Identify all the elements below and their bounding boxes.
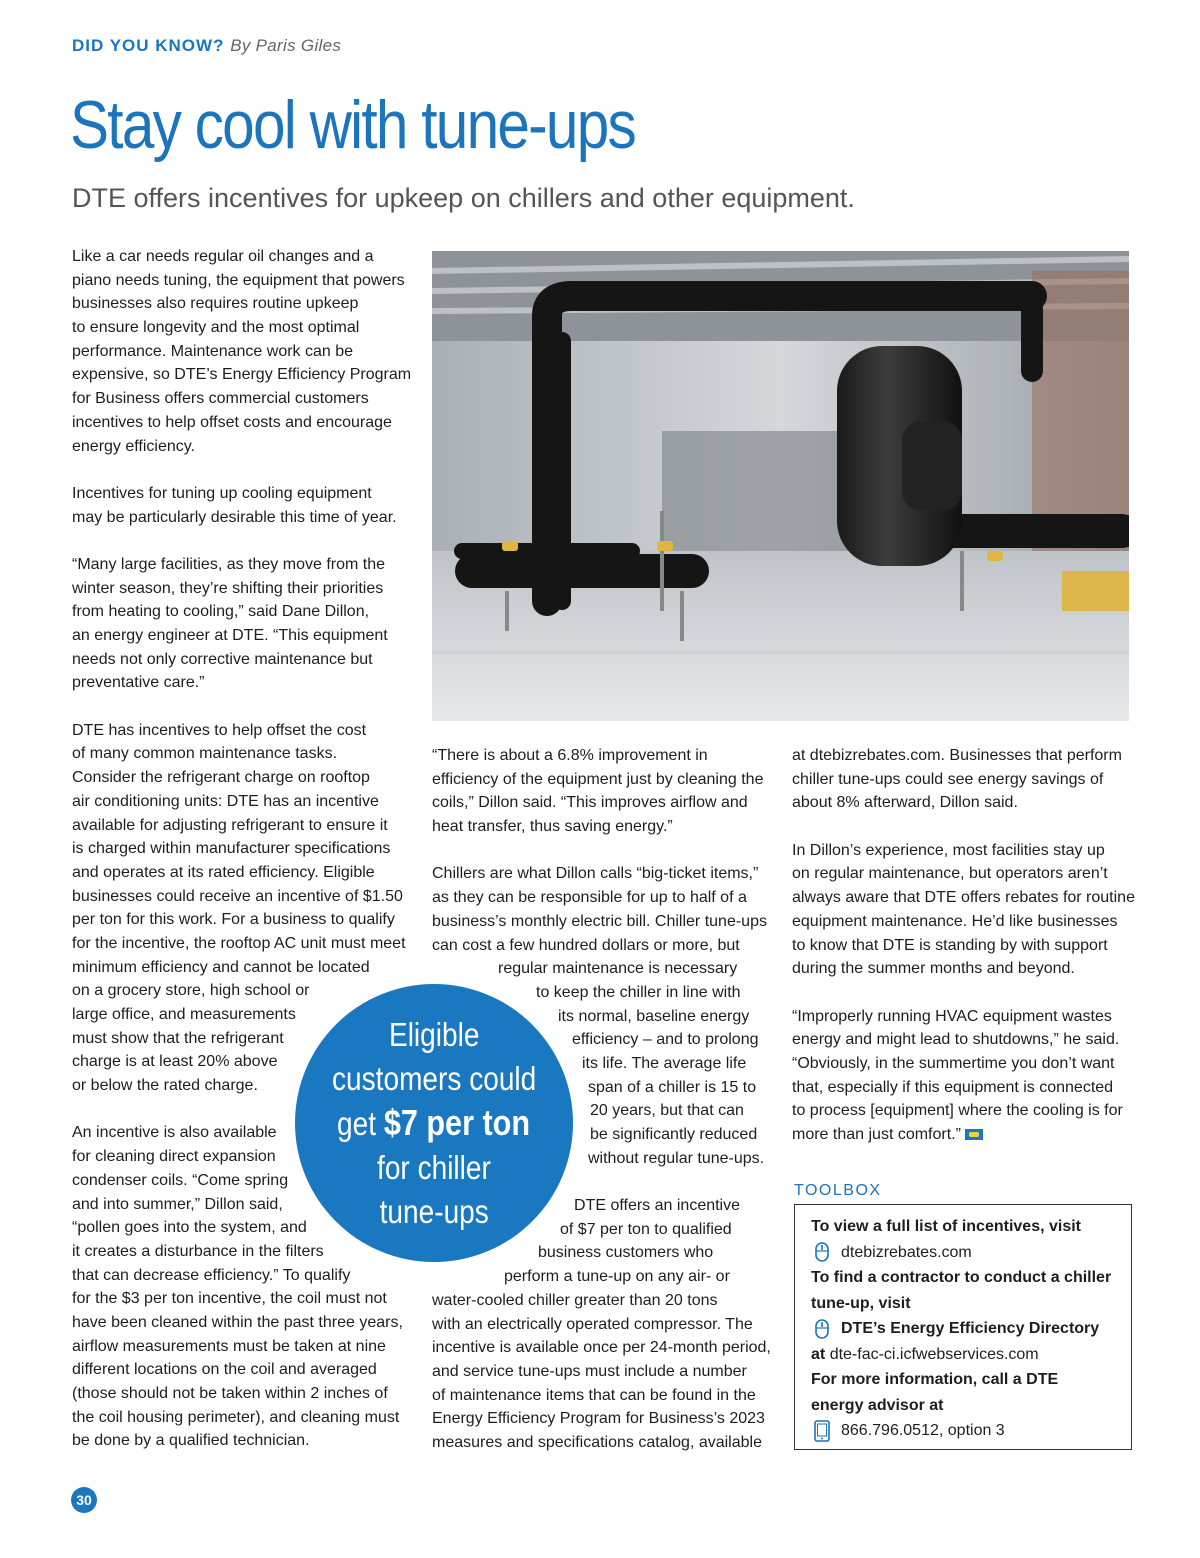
body-line: and service tune-ups must include a number — [432, 1362, 747, 1380]
body-line: condenser coils. “Come spring — [72, 1171, 289, 1189]
pull-quote-line: for chiller — [377, 1148, 491, 1186]
body-line: Consider the refrigerant charge on rooftop — [72, 769, 370, 787]
body-line: measures and specifications catalog, available — [432, 1433, 762, 1451]
phone-number[interactable]: 866.796.0512, option 3 — [841, 1422, 1005, 1439]
body-line: equipment maintenance. He’d like businesses — [792, 912, 1118, 930]
body-text: more than just comfort.” — [792, 1126, 961, 1143]
article-title: Stay cool with tune-ups — [70, 87, 636, 163]
body-line: Energy Efficiency Program for Business’s 2023 — [432, 1410, 765, 1428]
body-line: winter season, they’re shifting their priorities — [72, 579, 384, 597]
paragraph-gap — [72, 695, 411, 719]
body-line: about 8% afterward, Dillon said. — [792, 794, 1018, 812]
body-line: preventative care.” — [72, 674, 205, 692]
body-line: Like a car needs regular oil changes and a — [72, 248, 374, 265]
body-line: to keep the chiller in line with — [536, 983, 741, 1001]
body-line: during the summer months and beyond. — [792, 960, 1075, 978]
body-line: at dtebizrebates.com. Businesses that perform — [792, 747, 1122, 764]
body-line: per ton for this work. For a business to qualify — [72, 911, 395, 929]
body-line: with an electrically operated compressor. The — [432, 1315, 753, 1333]
body-line: for cleaning direct expansion — [72, 1148, 276, 1166]
body-line: to know that DTE is standing by with support — [792, 936, 1108, 954]
body-line: DTE has incentives to help offset the cost — [72, 721, 367, 739]
body-line: that, especially if this equipment is connected — [792, 1078, 1114, 1096]
body-line: without regular tune-ups. — [588, 1149, 765, 1167]
body-line: for Business offers commercial customers — [72, 390, 369, 408]
body-line: be done by a qualified technician. — [72, 1432, 310, 1450]
body-line: on regular maintenance, but operators aren’t — [792, 865, 1108, 883]
rebates-site-link[interactable]: dtebizrebates.com — [841, 1243, 972, 1261]
body-line: charge is at least 20% above — [72, 1053, 278, 1071]
pull-quote-line — [337, 1101, 530, 1146]
paragraph-gap — [792, 981, 1135, 1005]
toolbox-directory-site[interactable] — [811, 1342, 1131, 1368]
body-line: businesses could receive an incentive of $1.50 — [72, 887, 403, 905]
body-line: span of a chiller is 15 to — [588, 1078, 757, 1096]
body-line: piano needs tuning, the equipment that powers — [72, 271, 405, 289]
body-line: water-cooled chiller greater than 20 tons — [432, 1291, 718, 1309]
body-line: coils,” Dillon said. “This improves airflow and — [432, 794, 748, 812]
body-line: In Dillon’s experience, most facilities stay up — [792, 841, 1105, 859]
body-line: for the incentive, the rooftop AC unit must meet — [72, 934, 406, 952]
toolbox-contractor-label: To find a contractor to conduct a chiller — [811, 1269, 1112, 1286]
body-line: on a grocery store, high school or — [72, 982, 310, 1000]
body-line: large office, and measurements — [72, 1006, 296, 1023]
toolbox-phone-row[interactable] — [811, 1418, 1131, 1444]
body-line: as they can be responsible for up to half of a — [432, 889, 747, 907]
body-line: minimum efficiency and cannot be located — [72, 958, 370, 976]
body-line: the coil housing perimeter), and cleaning must — [72, 1408, 400, 1426]
body-line: businesses also requires routine upkeep — [72, 295, 359, 313]
body-line: to process [equipment] where the cooling is for — [792, 1102, 1123, 1120]
page-number: 30 — [71, 1487, 97, 1513]
body-line: energy efficiency. — [72, 437, 196, 455]
pull-quote — [295, 984, 573, 1262]
body-line: perform a tune-up on any air- or — [504, 1268, 730, 1286]
body-line: and operates at its rated efficiency. Eligible — [72, 863, 375, 881]
body-line: An incentive is also available — [72, 1124, 277, 1142]
body-line: heat transfer, thus saving energy.” — [432, 818, 673, 836]
body-line: to ensure longevity and the most optimal — [72, 319, 360, 337]
body-line: performance. Maintenance work can be — [72, 342, 354, 360]
column-1 — [72, 245, 411, 1453]
body-line: “pollen goes into the system, and — [72, 1219, 307, 1237]
body-line: for the $3 per ton incentive, the coil must not — [72, 1290, 387, 1308]
body-line: “Many large facilities, as they move from the — [72, 555, 386, 573]
pull-quote-line: customers could — [331, 1059, 537, 1097]
body-line: energy and might lead to shutdowns,” he said. — [792, 1031, 1120, 1049]
pull-quote-line: tune-ups — [379, 1192, 489, 1230]
body-line: expensive, so DTE’s Energy Efficiency Program — [72, 366, 412, 384]
toolbox-info-label: energy advisor at — [811, 1396, 944, 1414]
toolbox-contractor-label: tune-up, visit — [811, 1294, 911, 1312]
body-line: can cost a few hundred dollars or more, but — [432, 936, 740, 954]
body-line: Chillers are what Dillon calls “big-ticket items,” — [432, 865, 759, 883]
body-line: efficiency – and to prolong — [572, 1031, 759, 1049]
body-line: have been cleaned within the past three years, — [72, 1313, 403, 1331]
byline: By Paris Giles — [230, 36, 342, 55]
body-line: and into summer,” Dillon said, — [72, 1195, 283, 1213]
body-line: of $7 per ton to qualified — [560, 1220, 732, 1238]
body-line: always aware that DTE offers rebates for routine — [792, 889, 1135, 907]
body-line: it creates a disturbance in the filters — [72, 1242, 324, 1260]
toolbox-directory-row[interactable] — [811, 1316, 1131, 1342]
body-line: be significantly reduced — [590, 1126, 758, 1143]
toolbox-info-label: For more information, call a DTE — [811, 1371, 1059, 1388]
body-line: its life. The average life — [582, 1054, 747, 1072]
section-label: DID YOU KNOW? — [72, 36, 225, 55]
body-line: regular maintenance is necessary — [498, 960, 738, 978]
toolbox-visit-label: To view a full list of incentives, visit — [811, 1218, 1081, 1235]
body-line: different locations on the coil and averaged — [72, 1361, 377, 1379]
body-line: airflow measurements must be taken at nine — [72, 1337, 386, 1355]
directory-site-link[interactable]: dte-fac-ci.icfwebservices.com — [829, 1345, 1039, 1363]
dte-logo-icon — [965, 1129, 983, 1140]
body-line: of maintenance items that can be found in the — [432, 1386, 756, 1404]
body-line: business’s monthly electric bill. Chiller tune-ups — [432, 912, 767, 930]
body-line: its normal, baseline energy — [558, 1007, 750, 1025]
mouse-icon — [811, 1241, 833, 1263]
body-line: “Improperly running HVAC equipment wastes — [792, 1007, 1112, 1025]
body-line: available for adjusting refrigerant to ensure it — [72, 816, 388, 834]
body-line: from heating to cooling,” said Dane Dillon, — [72, 603, 370, 621]
body-line — [792, 1123, 1135, 1147]
toolbox — [794, 1204, 1132, 1450]
mouse-icon — [811, 1318, 833, 1340]
body-line: may be particularly desirable this time of year. — [72, 508, 397, 526]
paragraph-gap — [72, 529, 411, 553]
body-line: that can decrease efficiency.” To qualify — [72, 1266, 351, 1284]
column-3 — [792, 744, 1135, 1147]
body-line: business customers who — [538, 1244, 714, 1262]
toolbox-title: TOOLBOX — [794, 1182, 882, 1199]
body-line: 20 years, but that can — [590, 1102, 744, 1120]
pull-quote-line: Eligible — [388, 1015, 480, 1053]
body-line: Incentives for tuning up cooling equipment — [72, 484, 372, 502]
body-line: efficiency of the equipment just by cleaning the — [432, 770, 764, 788]
body-line: of many common maintenance tasks. — [72, 745, 338, 763]
body-line: needs not only corrective maintenance but — [72, 650, 373, 668]
phone-icon — [811, 1420, 833, 1442]
body-line: must show that the refrigerant — [72, 1029, 284, 1047]
body-line: (those should not be taken within 2 inches of — [72, 1385, 388, 1402]
body-line: is charged within manufacturer specifications — [72, 840, 391, 858]
body-line: “There is about a 6.8% improvement in — [432, 747, 708, 764]
pull-quote-text: get — [337, 1104, 385, 1142]
body-line: chiller tune-ups could see energy savings of — [792, 770, 1104, 788]
pull-quote-highlight: $7 per ton — [384, 1101, 531, 1143]
body-line: incentives to help offset costs and encourage — [72, 413, 392, 431]
paragraph-gap — [792, 815, 1135, 839]
kicker — [72, 36, 341, 56]
body-line: or below the rated charge. — [72, 1077, 258, 1095]
body-line: DTE offers an incentive — [574, 1197, 741, 1215]
body-line: incentive is available once per 24-month period, — [432, 1339, 771, 1357]
paragraph-gap — [72, 458, 411, 482]
paragraph-gap — [432, 839, 771, 863]
body-line: air conditioning units: DTE has an incentive — [72, 792, 379, 810]
at-label: at — [811, 1345, 826, 1363]
body-line: “Obviously, in the summertime you don’t want — [792, 1054, 1115, 1072]
directory-name[interactable]: DTE’s Energy Efficiency Directory — [841, 1320, 1100, 1337]
toolbox-rebates-row[interactable] — [811, 1240, 1131, 1266]
article-deck: DTE offers incentives for upkeep on chillers and other equipment. — [72, 183, 855, 213]
chiller-room-photo — [432, 251, 1129, 721]
body-line: an energy engineer at DTE. “This equipment — [72, 627, 388, 644]
